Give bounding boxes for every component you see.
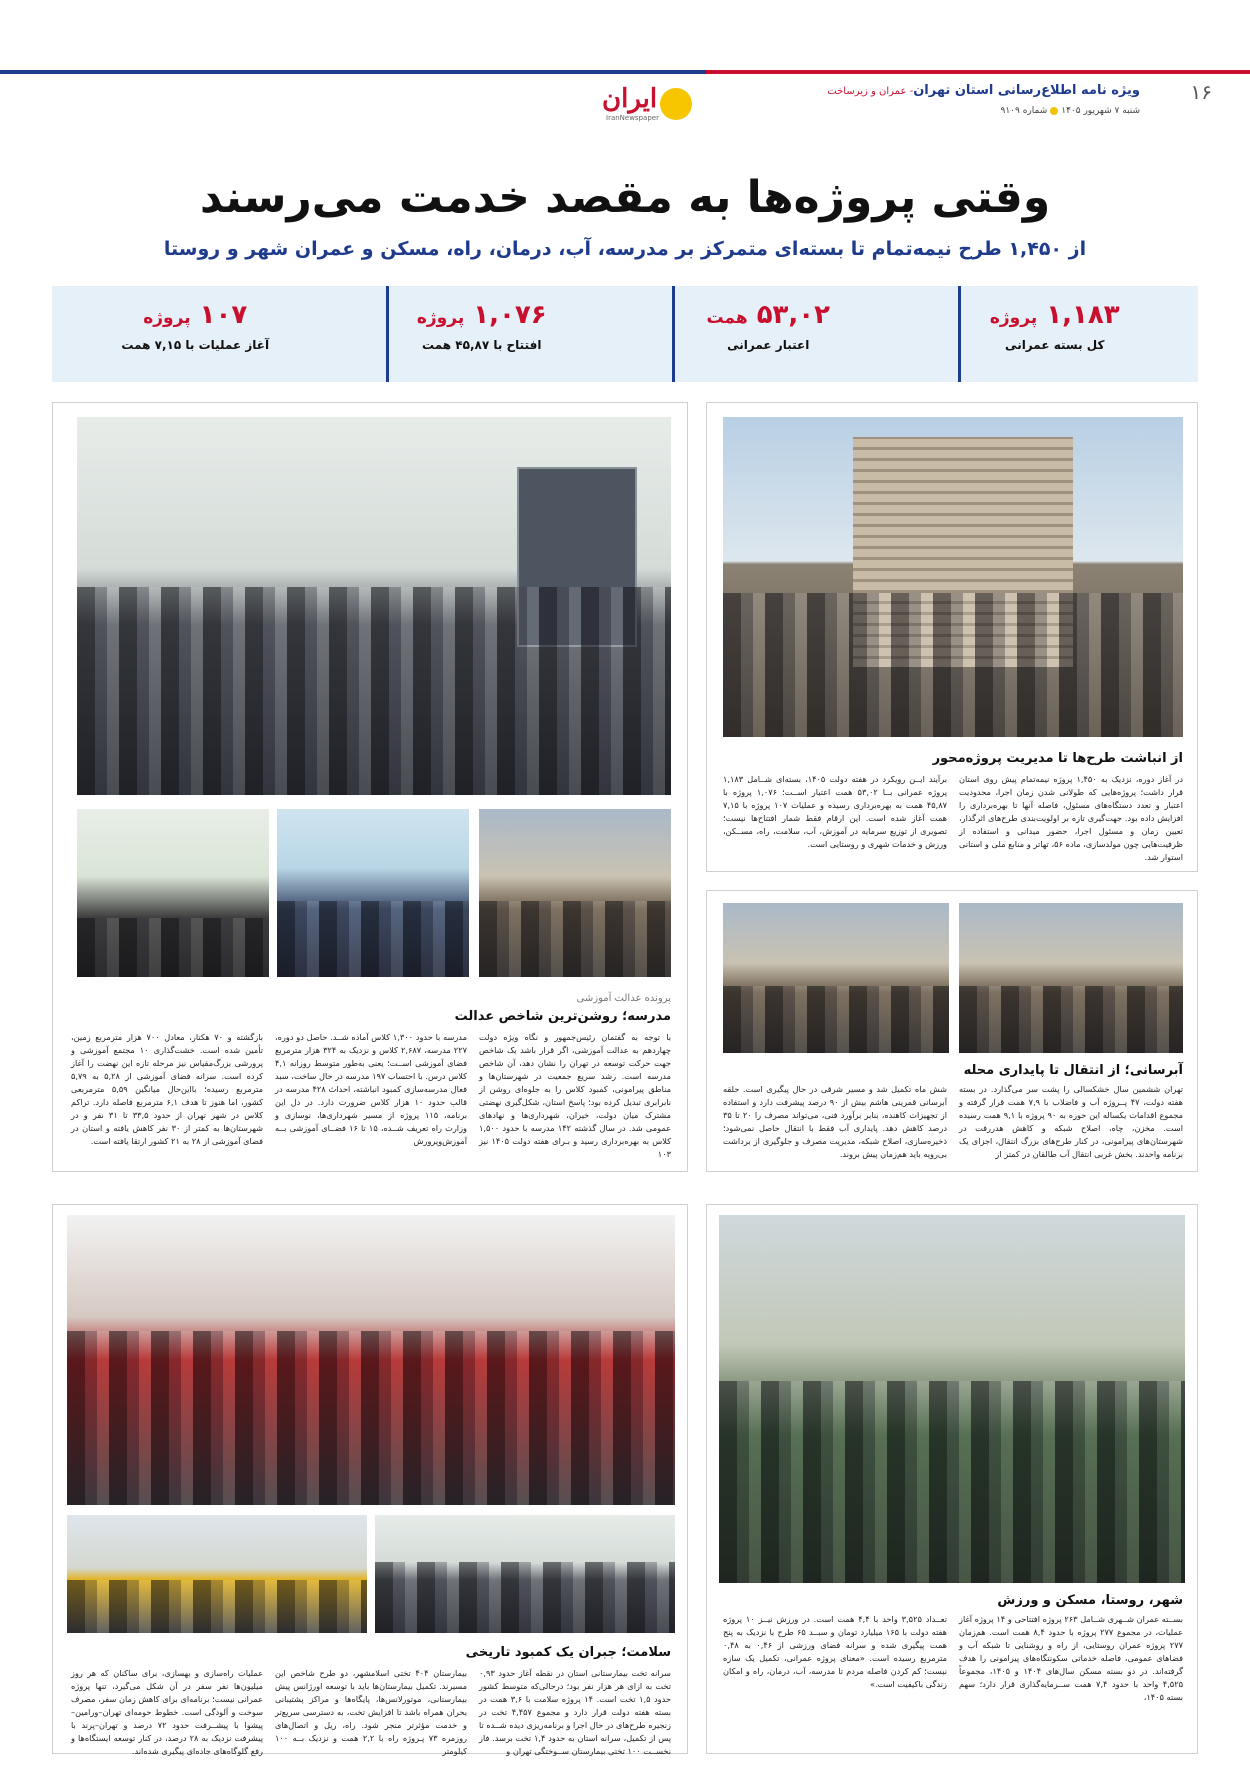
officials-group <box>67 1580 367 1633</box>
stat-label: آغاز عملیات با ۷,۱۵ همت <box>121 338 270 352</box>
photo-ambulance-helicopter <box>67 1515 367 1633</box>
page-headline: وقتی پروژه‌ها به مقصد خدمت می‌رسند <box>199 172 1051 223</box>
workers-group <box>723 986 949 1054</box>
section-title: سلامت؛ جبران یک کمبود تاریخی <box>465 1645 671 1660</box>
officials-group <box>77 587 671 795</box>
stat-started <box>52 286 339 382</box>
officials-and-players <box>719 1381 1185 1583</box>
photo-classroom <box>277 809 469 977</box>
separator-dot <box>1050 107 1058 115</box>
supplement-title <box>827 83 1140 98</box>
stat-label: کل بسته عمرانی <box>1005 338 1105 352</box>
photo-hospital-corridor <box>375 1515 675 1633</box>
stat-label: افتتاح با ۴۵,۸۷ همت <box>422 338 542 352</box>
stats-divider <box>672 286 675 382</box>
stats-band <box>52 286 1198 382</box>
logo-subtext: IranNewspaper <box>606 114 659 122</box>
officials-group <box>67 1331 675 1505</box>
body-column: تعــداد ۳,۵۲۵ واحد با ۴,۴ همت است. در ورزش نیــز ۱۰ پروژه هفته دولت با ۱۶۵ میلیارد تومان و سبــد ۶۵ طرح با نزدیک به پنج همت پیگیری شده و سرانه فضای ورزشی از ۰,۴۶ به ۰,۴۸ مترمربع رسیده است. «معنای پروژه عمرانی، تکمیل یک سازه نیست؛ کم کردن فاصله مردم تا مدرسه، آب، درمان، راه و امکان زندگی باکیفیت است.» <box>723 1614 948 1689</box>
masthead-rule-blue <box>0 70 706 74</box>
panel-urban <box>706 1204 1198 1754</box>
body-column: تهران ششمین سال خشکسالی را پشت سر می‌گذارد. در بسته هفته دولت، ۴۷ پــروژه آب و فاضلاب با ۷,۹ همت قرار گرفته و مجموع اقدامات یکساله این حوزه به ۹۰ پروژه با ۹,۱ همت رسیده است. مخزن، چاه، اصلاح شبکه و کاهش هدررفت در شهرستان‌های پیرامونی، در کنار طرح‌های بزرگ انتقال، اجزای یک برنامه واحدند. بخش غربی انتقال آب طالقان در کمتر از <box>959 1084 1183 1159</box>
logo-text: ایران <box>602 84 658 114</box>
photo-groundbreaking <box>479 809 671 977</box>
section-title: آبرسانی؛ از انتقال تا پایداری محله <box>963 1063 1183 1078</box>
panel-management <box>706 402 1198 872</box>
section-title: از انباشت طرح‌ها تا مدیریت پروژه‌محور <box>932 751 1183 766</box>
photo-water-site-ceremony <box>959 903 1183 1053</box>
photo-water-pipeline <box>723 903 949 1053</box>
stat-budget <box>625 286 912 382</box>
page-subheadline: از ۱,۴۵۰ طرح نیمه‌تمام تا بسته‌ای متمرکز بر مدرسه، آب، درمان، راه، مسکن و عمران شهر و روستا <box>163 238 1087 260</box>
officials-group <box>723 593 1183 737</box>
issue-info <box>1000 106 1140 116</box>
officials-group <box>375 1562 675 1633</box>
stat-value: ۱۰۷ پروژه <box>143 300 248 330</box>
stats-divider <box>386 286 389 382</box>
stat-inaugurated <box>339 286 626 382</box>
body-column: برآیند ایــن رویکرد در هفته دولت ۱۴۰۵، بسته‌ای شــامل ۱,۱۸۳ پروژه عمرانی بــا ۵۳,۰۲ همت اعتبار اســت؛ ۱,۰۷۶ پروژه با ۴۵,۸۷ همت به بهره‌برداری رسیده و عملیات ۱۰۷ پروژه با ۷,۱۵ همت آغاز شده است. این ارقام فقط شمار افتتاح‌ها نیست؛ تصویری از توزیع سرمایه در آموزش، آب، سلامت، راه، مســکن، ورزش و خدمات شهری و روستایی است. <box>723 774 948 849</box>
logo-sun-icon <box>660 88 692 120</box>
issue-date: شنبه ۷ شهریور ۱۴۰۵ <box>1061 106 1140 116</box>
body-column: بازگشته و ۷۰ هکتار، معادل ۷۰۰ هزار مترمربع زمین، تأمین شده است. خشت‌گذاری ۱۰ مجتمع آموزشی و پرورشی بزرگ‌مقیاس نیز مرحله تازه این نهضت را آغاز کرده است. سرانه فضای آموزشی از ۵,۲۸ به ۵,۷۹ مترمربع رسیده؛ بااین‌حال میانگین ۵,۵۹ مترمربعی کشور، اما هنوز تا هدف ۶,۱ مترمربع فاصله دارد. تراکم کلاس در شهر تهران از حدود ۳۳,۵ تا ۳۱ نفر و در شهرستان‌ها به کمتر از ۳۰ نفر کاهش یافته و استان در فضای آموزشی از ۲۸ به ۲۱ کشور ارتقا یافته است. <box>71 1032 264 1146</box>
body-column: شش ماه تکمیل شد و مسیر شرقی در حال پیگیری است. حلقه آبرسانی قمرینی هاشم بیش از ۹۰ درصد پیشرفت دارد و استفاده از تجهیزات کاهنده، بنابر برآورد فنی، می‌تواند مصرف را ۲۰ تا ۳۵ درصد کاهش دهد. پایداری آب فقط با انتقال حاصل نمی‌شود؛ ذخیره‌سازی، اصلاح شبکه، مدیریت مصرف و جلوگیری از برداشت بی‌رویه باید هم‌زمان پیش بروند. <box>723 1084 947 1159</box>
masthead-rule-red <box>706 70 1250 74</box>
stat-value: ۱,۱۸۳ پروژه <box>989 300 1120 330</box>
panel-health <box>52 1204 688 1754</box>
photo-hospital-visit <box>67 1215 675 1505</box>
section-title: شهر، روستا، مسکن و ورزش <box>997 1593 1183 1608</box>
supplement-name: ویژه نامه اطلاع‌رسانی استان تهران <box>913 83 1140 98</box>
podium-speaker <box>77 918 269 977</box>
officials-group <box>479 901 671 977</box>
page-number: ۱۶ <box>1190 80 1212 104</box>
stat-total-projects <box>912 286 1199 382</box>
stats-divider <box>958 286 961 382</box>
photo-hospital-building <box>723 417 1183 737</box>
stat-value: ۱,۰۷۶ پروژه <box>416 300 547 330</box>
section-kicker: پرونده عدالت آموزشی <box>576 993 671 1004</box>
stat-label: اعتبار عمرانی <box>727 338 810 352</box>
body-column: با توجه به گفتمان رئیس‌جمهور و نگاه ویژه دولت چهاردهم به عدالت آموزشی، اگر قرار باشد یک شاخص جهت حرکت توسعه در تهران را نشان دهد، آن شاخص مدرسه است. رشد سریع جمعیت در شهرستان‌ها و مناطق پیرامونی، کمبود کلاس را به جلوه‌ای روشن از نابرابری تبدیل کرده بود؛ پاسخ استان، شکل‌گیری نهضتی مشترک میان دولت، خیران، شهرداری‌ها و نهادهای عمومی شد. در سال گذشته ۱۴۲ مدرسه با حدود ۱,۵۰۰ کلاس به بهره‌برداری رسید و بـرای هفته دولت ۱۴۰۵ نیز ۱۰۳ <box>479 1032 671 1159</box>
panel-education <box>52 402 688 1172</box>
body-column: عملیات راه‌سازی و بهسازی، برای ساکنان که هر روز میلیون‌ها نفر سفر در آن شکل می‌گیرد، تنها پروژه عمرانی نیست؛ برنامه‌ای برای کاهش زمان سفر، مصرف سوخت و آلودگی است. خطوط حومه‌ای تهران–ورامین–پیشوا با پیشــرفت حدود ۷۲ درصد و تهران–پرند با پیشرفت نزدیک به ۲۸ درصد، در کنار توسعه ایستگاه‌ها و رفع گلوگاه‌های جاده‌ای پیگیری شده‌اند. <box>71 1668 263 1756</box>
supplement-section: - عمران و زیرساخت <box>827 86 914 97</box>
photo-sports-field <box>719 1215 1185 1583</box>
issue-number: شماره ۹۱۰۹ <box>1000 106 1048 116</box>
body-column: بیمارستان ۴۰۴ تختی اسلامشهر، دو طرح شاخص این مسیرند. تکمیل بیمارستان‌ها باید با توسعه اورژانس پیش بیمارستانی، موتورلانس‌ها، پایگاه‌ها و مراکز پشتیبانی بحران همراه باشد تا افزایش تخت، به دسترسی سریع‌تر و خدمت مؤثرتر منجر شود. راه، ریل و اتصال‌های روزمره ۷۳ پـروژه راه با ۲,۲ همت و نزدیک بــه ۱۰۰ کیلومتر <box>275 1668 467 1756</box>
panel-water <box>706 890 1198 1172</box>
newspaper-logo <box>602 82 692 124</box>
stat-value: ۵۳,۰۲ همت <box>706 300 831 330</box>
officials-group <box>959 986 1183 1054</box>
section-title: مدرسه؛ روشن‌ترین شاخص عدالت <box>454 1009 671 1024</box>
photo-unveiling-ceremony <box>77 417 671 795</box>
students-group <box>277 901 469 977</box>
photo-speech-podium <box>77 809 269 977</box>
body-column: سرانه تخت بیمارستانی استان در نقطه آغاز حدود ۰,۹۳ تخت به ازای هر هزار نفر بود؛ درحالی‌که متوسط کشور حدود ۱,۵ تخت است. ۱۴ پروژه سلامت با ۳,۶ همت در بسته هفته دولت قرار دارد و مجموع ۴,۴۵۷ تخت در زنجیره طرح‌های در حال اجرا و برنامه‌ریزی دیده شــده تا پس از تکمیل، سرانه استان به حدود ۱,۴ تخت برسد. فاز نخســت ۱۰۰ تختی بیمارستان ســوختگی تهران و <box>479 1668 671 1756</box>
body-column: بســته عمران شــهری شــامل ۲۶۳ پروژه افتتاحی و ۱۴ پروژه آغاز عملیات، در مجموع ۲۷۷ پروژه با حدود ۸,۴ همت است. هم‌زمان ۲۷۷ پروژه عمران روستایی، از راه و روشنایی تا شبکه آب و فضاهای عمومی، فاصله خدماتی سکونتگاه‌های پیرامونی را هدف گرفته‌اند. در دو بسته مسکن سال‌های ۱۴۰۴ و ۱۴۰۵، مجموعاً ۴,۵۲۵ واحد با حدود ۷,۴ همت ســرمایه‌گذاری قرار دارد؛ سهم بسته ۱۴۰۵، <box>959 1614 1183 1702</box>
body-column: مدرسه با حدود ۱,۳۰۰ کلاس آماده شــد. حاصل دو دوره، ۲۲۷ مدرسه، ۲,۶۸۷ کلاس و نزدیک به ۳۲۴ هزار مترمربع فضای آموزشی اســت؛ یعنی به‌طور متوسط روزانه ۴,۱ کلاس درس. با احتساب ۱۹۷ مدرسه در حال ساخت، سبد فعال مدرسه‌سازی کمبود انباشته، احداث ۴۲۸ مدرسه در قالب حدود ۱۰ هزار کلاس ضرورت دارد. در دل این برنامه، ۱۱۵ پروژه از مسیر شهرداری‌ها، نوسازی و وزارت راه تعریف شــده، ۱۵ تا ۱۶ فضــای آموزشی بــه آموزش‌وپرورش <box>275 1032 468 1146</box>
body-column: در آغاز دوره، نزدیک به ۱,۴۵۰ پروژه نیمه‌تمام پیش روی استان قرار داشت؛ پروژه‌هایی که طولانی شدن زمان اجرا، محدودیت اعتبار و تعدد دستگاه‌های مسئول، فاصله آنها تا بهره‌برداری را افزایش داده بود. جهت‌گیری تازه بر اولویت‌بندی طرح‌های اثرگذار، تعیین زمان و مسئول اجرا، حضور میدانی و استفاده از ظرفیت‌هایی چون مولدسازی، ماده ۵۶، تهاتر و منابع ملی و استانی استوار شد. <box>959 774 1184 862</box>
